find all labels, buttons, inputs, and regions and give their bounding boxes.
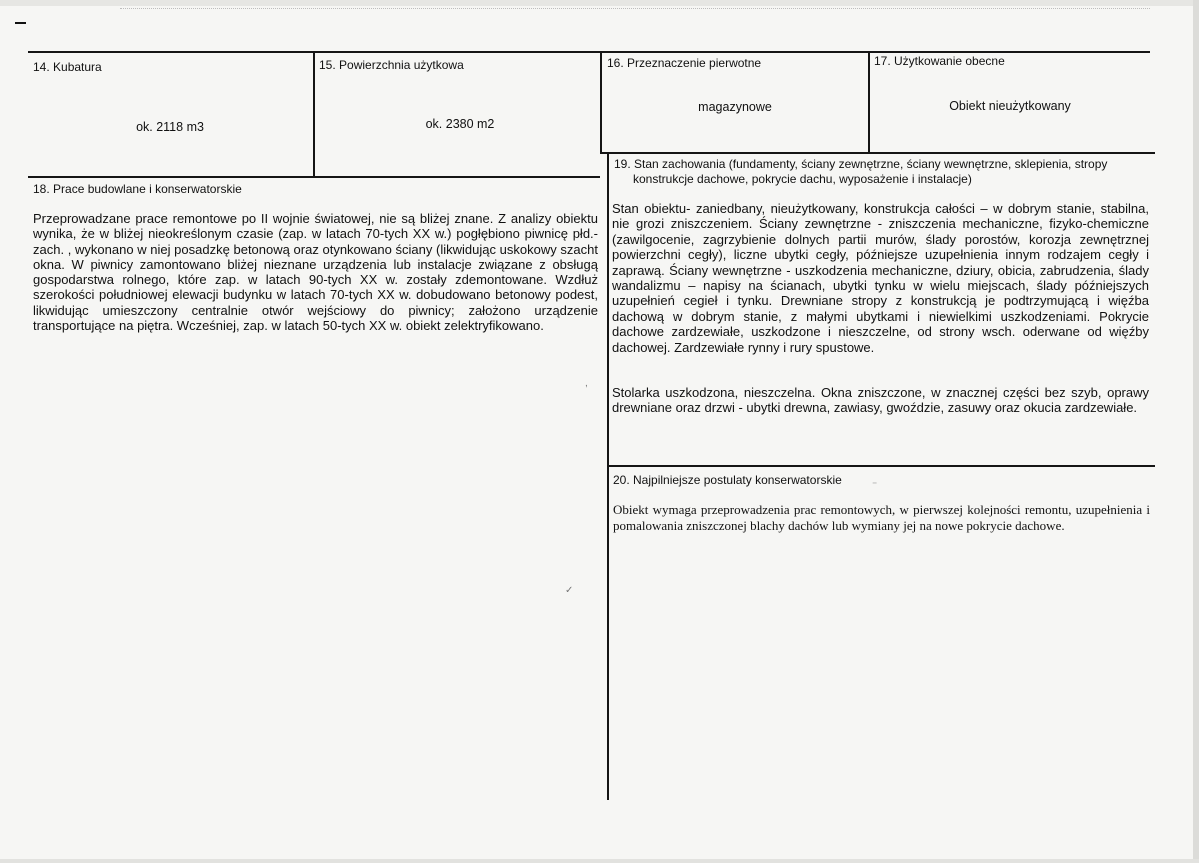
field-14-value: ok. 2118 m3 bbox=[136, 120, 204, 134]
field-18-text: Przeprowadzane prace remontowe po II wojnie światowej, nie są bliżej znane. Z analizy obiektu wynika, że w bliżej nieokreślonym czasie (zap. w latach 70-tych XX w.) pogłębiono piwnicę płd.- zach. , wykonano w niej posadzkę betonową oraz otynkowano ściany (likwidując uskokowy szacht okna. W piwnicy zamontowano bliżej nieznane urządzenia lub instalacje związane z obsługą gospodarstwa rolnego, które zap. w latach 90-tych XX w. zostały zdemontowane. Wzdłuż szerokości południowej elewacji budynku w latach 70-tych XX w. dobudowano betonowy podest, likwidując umieszczony centralnie otwór wejściowy do piwnicy; założono urządzenie transportujące na piętra. Wcześniej, zap. w latach 50-tych XX w. obiekt zelektryfikowano. bbox=[33, 211, 598, 334]
field-19-label-line1: 19. Stan zachowania (fundamenty, ściany zewnętrzne, ściany wewnętrzne, sklepienia, stropy bbox=[614, 157, 1108, 171]
field-16-value: magazynowe bbox=[698, 100, 772, 114]
divider-15-16 bbox=[600, 51, 602, 154]
field-16-label: 16. Przeznaczenie pierwotne bbox=[607, 56, 762, 70]
field-18-label: 18. Prace budowlane i konserwatorskie bbox=[33, 182, 242, 196]
scan-edge-top bbox=[0, 0, 1199, 6]
scan-dotted-line bbox=[120, 8, 1150, 9]
corner-dash-mark bbox=[15, 22, 26, 24]
field-17-value: Obiekt nieużytkowany bbox=[949, 99, 1071, 113]
field-15-label: 15. Powierzchnia użytkowa bbox=[319, 58, 464, 72]
scan-speck: ✓ bbox=[565, 585, 574, 596]
field-15-value: ok. 2380 m2 bbox=[425, 117, 495, 131]
scan-edge-bottom bbox=[0, 859, 1199, 863]
scan-speck: , bbox=[585, 378, 588, 389]
field-19-text: Stan obiektu- zaniedbany, nieużytkowany, konstrukcja całości – w dobrym stanie, stabilna, nie grozi zniszczeniem. Ściany zewnętrzne - zniszczenia mechaniczne, fizyko-chemiczne (zawilgocenie, zagrzybienie dolnych partii murów, ślady porostów, korozja zewnętrznej powierzchni cegły), liczne ubytki cegły, późniejsze uzupełnienia innym rodzajem cegły i zaprawą. Ściany wewnętrzne - uszkodzenia mechaniczne, dziury, obicia, zabrudzenia, ślady wandalizmu – napisy na ścianach, ubytki tynku w wielu miejscach, ślady późniejszych uzupełnień cegieł i tynku. Drewniane stropy z konstrukcją je podtrzymującą i więźba dachową w dobrym stanie, z małymi ubytkami i niewielkimi uszkodzeniami. Pokrycie dachowe zardzewiałe, uszkodzone i nieszczelne, od strony wsch. oderwane od więźby dachowej. Zardzewiałe rynny i rury spustowe. bbox=[612, 201, 1149, 355]
field-17-label: 17. Użytkowanie obecne bbox=[874, 54, 1005, 68]
divider-14-15 bbox=[313, 51, 315, 178]
field-14-label: 14. Kubatura bbox=[33, 60, 102, 74]
scan-edge-right bbox=[1193, 0, 1199, 863]
field-19-label-line2: konstrukcje dachowe, pokrycie dachu, wyposażenie i instalacje) bbox=[633, 172, 972, 186]
top-border bbox=[28, 51, 1150, 53]
field-20-label: 20. Najpilniejsze postulaty konserwatorskie bbox=[613, 473, 842, 487]
divider-18-19 bbox=[607, 152, 609, 800]
divider-16-17 bbox=[868, 51, 870, 154]
field-20-text: Obiekt wymaga przeprowadzenia prac remontowych, w pierwszej kolejności remontu, uzupełnienia i pomalowania zniszczonej blachy dachów lub wymiany jej na nowe pokrycie dachowe. bbox=[613, 502, 1150, 533]
field-19-text-continued: Stolarka uszkodzona, nieszczelna. Okna zniszczone, w znacznej części bez szyb, oprawy drewniane oraz drzwi - ubytki drewna, zawiasy, gwoździe, zasuwy oraz okucia zardzewiałe. bbox=[612, 385, 1149, 416]
field20-top-border bbox=[608, 465, 1155, 467]
scan-speck: ⁻ bbox=[872, 480, 878, 491]
row1-bottom-border-right bbox=[600, 152, 1155, 154]
